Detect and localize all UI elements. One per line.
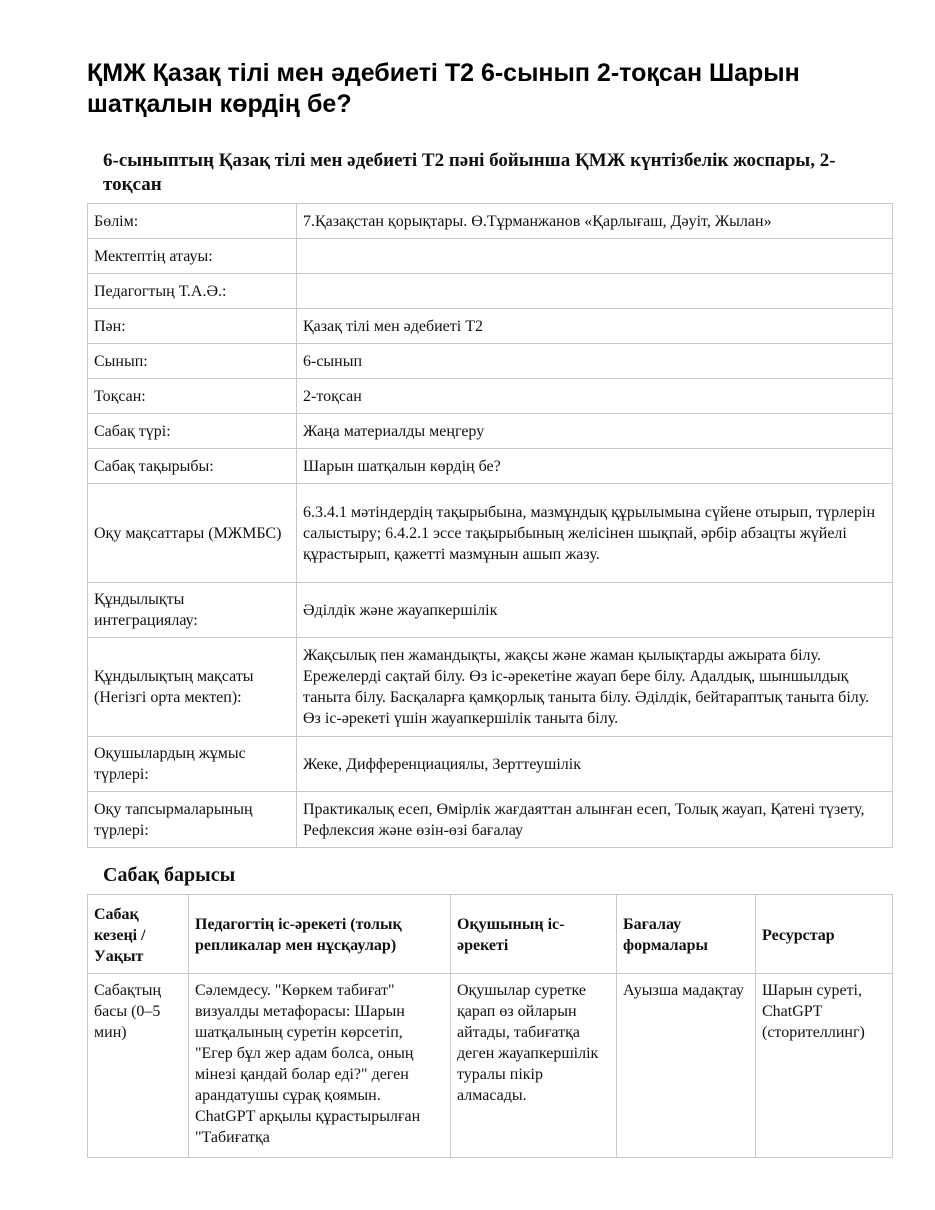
table-row [88, 204, 893, 239]
student-action-cell: Оқушылар суретке қарап өз ойларын айтады, табиғатқа деген жауапкершілік туралы пікір алмасады. [451, 974, 617, 1158]
info-value [297, 239, 893, 274]
info-key: Оқушылардың жұмыс түрлері: [88, 737, 297, 792]
table-header-row [88, 895, 893, 974]
info-key: Сабақ тақырыбы: [88, 449, 297, 484]
table-row [88, 414, 893, 449]
table-row [88, 449, 893, 484]
page-title: ҚМЖ Қазақ тілі мен әдебиеті Т2 6-сынып 2-тоқсан Шарын шатқалын көрдің бе? [87, 59, 800, 118]
info-value: 6-сынып [297, 344, 893, 379]
info-value: Шарын шатқалын көрдің бе? [297, 449, 893, 484]
table-row [88, 974, 893, 1158]
info-value: 7.Қазақстан қорықтары. Ө.Тұрманжанов «Қарлығаш, Дәуіт, Жылан» [297, 204, 893, 239]
info-value: 2-тоқсан [297, 379, 893, 414]
info-key: Құндылықтың мақсаты (Негізгі орта мектеп): [88, 638, 297, 737]
resources-cell: Шарын суреті, ChatGPT (сторителлинг) [756, 974, 893, 1158]
info-key: Оқу тапсырмаларының түрлері: [88, 792, 297, 848]
info-value: Практикалық есеп, Өмірлік жағдаяттан алынған есеп, Толық жауап, Қатені түзету, Рефлексия және өзін-өзі бағалау [297, 792, 893, 848]
plan-subtitle: 6-сыныптың Қазақ тілі мен әдебиеті Т2 пәні бойынша ҚМЖ күнтізбелік жоспары, 2-тоқсан [103, 150, 836, 195]
info-key: Мектептің атауы: [88, 239, 297, 274]
info-key: Бөлім: [88, 204, 297, 239]
info-key: Құндылықты интеграциялау: [88, 583, 297, 638]
info-value: Жақсылық пен жамандықты, жақсы және жаман қылықтарды ажырата білу. Ережелерді сақтай білу. Өз іс-әрекетіне жауап бере білу. Адалдық, шыншылдық таныта білу. Басқаларға қамқорлық таныта білу. Әділдік, бейтараптық таныта білу. Өз іс-әрекеті үшін жауапкершілік таныта білу. [297, 638, 893, 737]
info-key: Оқу мақсаттары (МЖМБС) [88, 484, 297, 583]
info-key: Педагогтың Т.А.Ә.: [88, 274, 297, 309]
info-value: Қазақ тілі мен әдебиеті Т2 [297, 309, 893, 344]
info-key: Пән: [88, 309, 297, 344]
stage-cell: Сабақтың басы (0–5 мин) [88, 974, 189, 1158]
column-header: Ресурстар [756, 895, 893, 974]
info-value: Жаңа материалды меңгеру [297, 414, 893, 449]
column-header: Педагогтің іс-әрекеті (толық репликалар мен нұсқаулар) [189, 895, 451, 974]
column-header: Оқушының іс-әрекеті [451, 895, 617, 974]
info-value: Жеке, Дифференциациялы, Зерттеушілік [297, 737, 893, 792]
info-key: Сабақ түрі: [88, 414, 297, 449]
column-header: Сабақ кезеңі / Уақыт [88, 895, 189, 974]
table-row [88, 379, 893, 414]
table-row [88, 344, 893, 379]
info-table [87, 203, 893, 848]
column-header: Бағалау формалары [617, 895, 756, 974]
table-row [88, 638, 893, 737]
table-row [88, 484, 893, 583]
assessment-cell: Ауызша мадақтау [617, 974, 756, 1158]
lesson-table [87, 894, 893, 1158]
info-value [297, 274, 893, 309]
table-row [88, 274, 893, 309]
teacher-action-cell: Сәлемдесу. "Көркем табиғат" визуалды метафорасы: Шарын шатқалының суретін көрсетіп, "Егер бұл жер адам болса, оның мінезі қандай болар еді?" деген арандатушы сұрақ қоямын. ChatGPT арқылы құрастырылған "Табиғатқа [189, 974, 451, 1158]
info-value: Әділдік және жауапкершілік [297, 583, 893, 638]
table-row [88, 737, 893, 792]
info-key: Сынып: [88, 344, 297, 379]
info-value: 6.3.4.1 мәтіндердің тақырыбына, мазмұндық құрылымына сүйене отырып, түрлерін салыстыру; 6.4.2.1 эссе тақырыбының желісінен шықпай, әрбір абзацты жүйелі құрастырып, қажетті мазмұнын ашып жазу. [297, 484, 893, 583]
table-row [88, 309, 893, 344]
table-row [88, 583, 893, 638]
table-row [88, 792, 893, 848]
info-key: Тоқсан: [88, 379, 297, 414]
table-row [88, 239, 893, 274]
section-title: Сабақ барысы [103, 864, 236, 886]
